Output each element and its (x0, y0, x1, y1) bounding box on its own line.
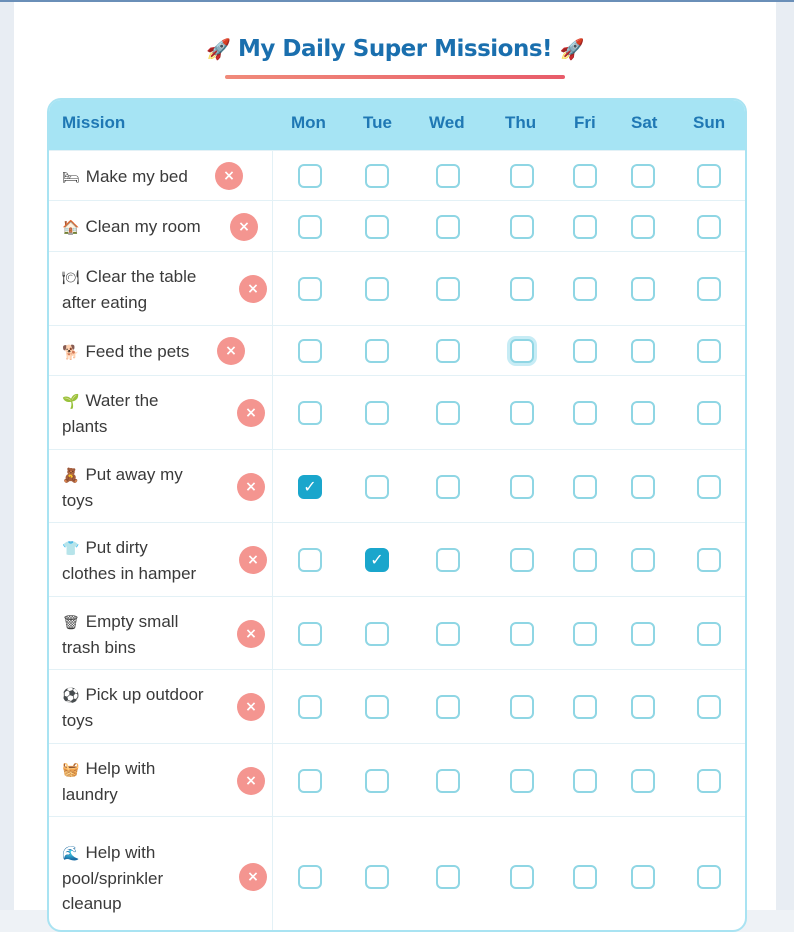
checkbox-mon[interactable] (298, 215, 322, 239)
mission-label (62, 535, 196, 586)
header-mission: Mission (62, 113, 126, 132)
mission-icon: 🗑 (62, 614, 80, 630)
checkbox-thu[interactable] (510, 475, 534, 499)
checkbox-tue[interactable] (365, 695, 389, 719)
checkbox-mon[interactable]: ✓ (298, 475, 322, 499)
checkbox-tue[interactable]: ✓ (365, 548, 389, 572)
mission-icon: ⚽ (62, 687, 80, 703)
checkbox-tue[interactable] (365, 277, 389, 301)
checkbox-wed[interactable] (436, 622, 460, 646)
table-row (49, 522, 745, 597)
mission-label (62, 339, 189, 365)
header-wed: Wed (429, 113, 465, 132)
mission-text-line1: Clean my room (85, 217, 201, 236)
delete-mission-button[interactable]: × (237, 399, 265, 427)
checkbox-fri[interactable] (573, 215, 597, 239)
title-underline (225, 75, 565, 79)
mission-icon: 🌱 (62, 393, 80, 409)
mission-text-line2: plants (62, 417, 108, 436)
checkbox-wed[interactable] (436, 339, 460, 363)
checkbox-sat[interactable] (631, 548, 655, 572)
checkbox-sat[interactable] (631, 475, 655, 499)
checkbox-sun[interactable] (697, 164, 721, 188)
checkbox-thu[interactable] (510, 548, 534, 572)
checkbox-mon[interactable] (298, 548, 322, 572)
checkbox-wed[interactable] (436, 548, 460, 572)
checkbox-sun[interactable] (697, 401, 721, 425)
checkbox-mon[interactable] (298, 277, 322, 301)
checkbox-sun[interactable] (697, 548, 721, 572)
checkbox-sun[interactable] (697, 695, 721, 719)
checkbox-tue[interactable] (365, 622, 389, 646)
checkbox-mon[interactable] (298, 401, 322, 425)
checkbox-sun[interactable] (697, 622, 721, 646)
mission-text-line2: trash bins (62, 638, 136, 657)
header-sun: Sun (693, 113, 726, 132)
checkbox-fri[interactable] (573, 401, 597, 425)
checkbox-tue[interactable] (365, 769, 389, 793)
rocket-icon: 🚀 (206, 37, 231, 61)
background-left (0, 2, 14, 910)
checkbox-sat[interactable] (631, 769, 655, 793)
delete-mission-button[interactable]: × (239, 863, 267, 891)
table-row (49, 251, 745, 326)
mission-label (62, 214, 201, 240)
checkbox-wed[interactable] (436, 401, 460, 425)
mission-icon: 🧸 (62, 467, 80, 483)
checkbox-tue[interactable] (365, 164, 389, 188)
checkbox-tue[interactable] (365, 865, 389, 889)
checkbox-thu[interactable] (510, 695, 534, 719)
checkbox-thu[interactable] (510, 164, 534, 188)
checkbox-thu[interactable] (510, 401, 534, 425)
checkbox-mon[interactable] (298, 622, 322, 646)
checkbox-sun[interactable] (697, 475, 721, 499)
delete-mission-button[interactable]: × (237, 473, 265, 501)
checkbox-sat[interactable] (631, 277, 655, 301)
mission-text-line2: clothes in hamper (62, 564, 197, 583)
mission-icon: 🛏 (62, 169, 80, 185)
mission-text-line2: toys (62, 711, 94, 730)
delete-mission-button[interactable]: × (217, 337, 245, 365)
checkbox-fri[interactable] (573, 695, 597, 719)
mission-icon: 🍽 (62, 269, 80, 285)
checkbox-sat[interactable] (631, 339, 655, 363)
mission-icon: 🐕 (62, 344, 80, 360)
checkbox-sun[interactable] (697, 339, 721, 363)
mission-icon: 🏠 (62, 219, 80, 235)
checkbox-thu[interactable] (510, 215, 534, 239)
page-title-text: My Daily Super Missions! (237, 36, 552, 62)
checkbox-thu[interactable] (510, 622, 534, 646)
mission-label (62, 756, 155, 807)
background-right (776, 2, 794, 910)
mission-text-line2: pool/sprinkler (62, 869, 164, 888)
checkbox-tue[interactable] (365, 475, 389, 499)
checkbox-tue[interactable] (365, 401, 389, 425)
table-row (49, 816, 745, 932)
checkbox-wed[interactable] (436, 164, 460, 188)
table-row (49, 375, 745, 450)
mission-text-line1: Pick up outdoor (85, 685, 204, 704)
mission-text-line1: Make my bed (85, 167, 188, 186)
header-tue: Tue (363, 113, 392, 132)
checkbox-mon[interactable] (298, 164, 322, 188)
delete-mission-button[interactable]: × (230, 213, 258, 241)
checkbox-thu[interactable] (510, 865, 534, 889)
table-row (49, 150, 745, 201)
mission-icon: 🧺 (62, 761, 80, 777)
mission-text-line1: Water the (85, 391, 159, 410)
title-area (14, 36, 776, 72)
table-row (49, 669, 745, 744)
checkbox-sun[interactable] (697, 215, 721, 239)
rocket-icon: 🚀 (559, 37, 584, 61)
mission-text-line1: Feed the pets (85, 342, 190, 361)
mission-text-line2: toys (62, 491, 94, 510)
delete-mission-button[interactable]: × (215, 162, 243, 190)
checkbox-fri[interactable] (573, 548, 597, 572)
checkbox-sat[interactable] (631, 401, 655, 425)
checkbox-tue[interactable] (365, 215, 389, 239)
header-mon: Mon (291, 113, 326, 132)
page-card (14, 2, 776, 913)
checkbox-fri[interactable] (573, 277, 597, 301)
mission-text-line1: Put away my (85, 465, 183, 484)
mission-label (62, 264, 196, 315)
mission-icon: 👕 (62, 540, 80, 556)
checkbox-wed[interactable] (436, 695, 460, 719)
mission-text-line1: Clear the table (85, 267, 197, 286)
checkbox-mon[interactable] (298, 695, 322, 719)
delete-mission-button[interactable]: × (239, 275, 267, 303)
checkbox-sat[interactable] (631, 164, 655, 188)
table-row (49, 200, 745, 252)
mission-text-line3: cleanup (62, 894, 122, 913)
delete-mission-button[interactable]: × (239, 546, 267, 574)
checkbox-thu[interactable] (510, 277, 534, 301)
missions-table (47, 98, 747, 932)
mission-label (62, 609, 178, 660)
checkbox-tue[interactable] (365, 339, 389, 363)
page-title (206, 36, 584, 72)
mission-text-line2: laundry (62, 785, 118, 804)
checkbox-fri[interactable] (573, 622, 597, 646)
checkbox-mon[interactable] (298, 769, 322, 793)
checkbox-sun[interactable] (697, 865, 721, 889)
checkbox-mon[interactable] (298, 865, 322, 889)
delete-mission-button[interactable]: × (237, 693, 265, 721)
checkbox-sat[interactable] (631, 215, 655, 239)
checkbox-thu[interactable] (510, 769, 534, 793)
mission-label (62, 462, 183, 513)
mission-label (62, 840, 163, 916)
checkbox-fri[interactable] (573, 164, 597, 188)
checkbox-wed[interactable] (436, 475, 460, 499)
mission-label (62, 388, 159, 439)
mission-text-line2: after eating (62, 293, 148, 312)
checkbox-fri[interactable] (573, 339, 597, 363)
table-row (49, 743, 745, 817)
checkbox-fri[interactable] (573, 865, 597, 889)
header-fri: Fri (574, 113, 596, 132)
mission-text-line1: Put dirty (85, 538, 148, 557)
delete-mission-button[interactable]: × (237, 767, 265, 795)
checkbox-sat[interactable] (631, 622, 655, 646)
delete-mission-button[interactable]: × (237, 620, 265, 648)
checkbox-thu[interactable] (510, 339, 534, 363)
mission-label (62, 164, 188, 190)
checkbox-sat[interactable] (631, 865, 655, 889)
checkbox-fri[interactable] (573, 769, 597, 793)
checkbox-sun[interactable] (697, 277, 721, 301)
mission-text-line1: Empty small (85, 612, 179, 631)
checkbox-mon[interactable] (298, 339, 322, 363)
checkbox-wed[interactable] (436, 865, 460, 889)
table-row (49, 449, 745, 523)
table-row (49, 325, 745, 376)
mission-text-line1: Help with (85, 759, 156, 778)
checkbox-fri[interactable] (573, 475, 597, 499)
checkbox-wed[interactable] (436, 769, 460, 793)
mission-label (62, 682, 204, 733)
checkbox-sun[interactable] (697, 769, 721, 793)
mission-text-line1: Help with (85, 843, 156, 862)
checkbox-sat[interactable] (631, 695, 655, 719)
checkbox-wed[interactable] (436, 215, 460, 239)
header-thu: Thu (505, 113, 537, 132)
header-sat: Sat (631, 113, 658, 132)
table-header (49, 100, 745, 150)
checkbox-wed[interactable] (436, 277, 460, 301)
mission-icon: 🌊 (62, 845, 80, 861)
table-row (49, 596, 745, 670)
